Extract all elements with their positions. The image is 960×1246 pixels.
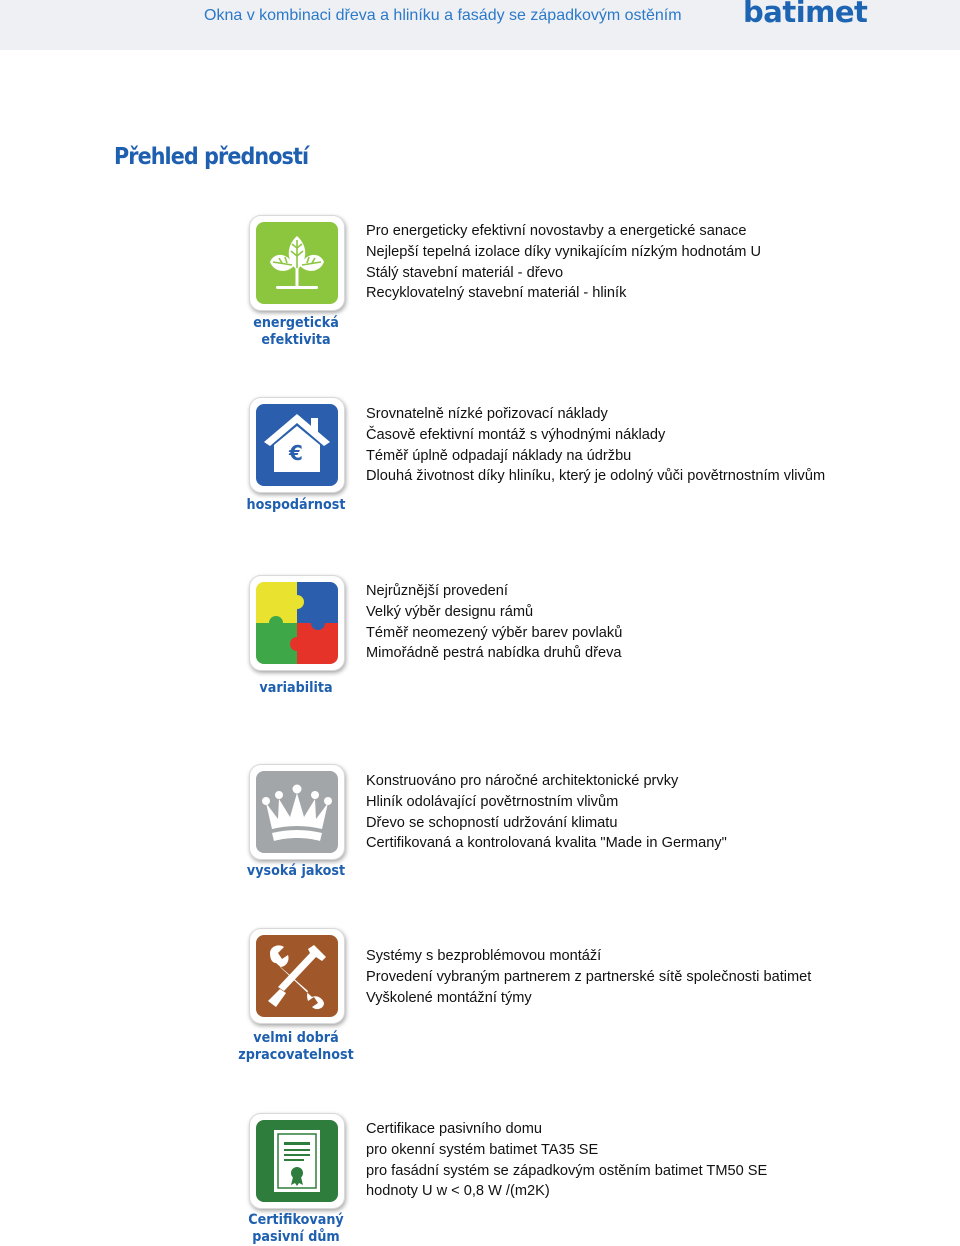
house-euro-icon [249, 397, 345, 493]
feature-bullets [366, 771, 727, 854]
feature-bullets [366, 404, 825, 487]
bullet-item: Dlouhá životnost díky hliníku, který je odolný vůči povětrnostním vlivům [366, 468, 826, 485]
feature-bullets [366, 946, 811, 1008]
bullet-item: Srovnatelně nízké pořizovací náklady [366, 406, 608, 422]
feature-label [208, 863, 384, 880]
feature-label [208, 680, 384, 697]
crown-icon [249, 764, 345, 860]
bullet-item: Téměř neomezený výběr barev povlaků [366, 624, 623, 641]
leaf-icon [249, 215, 345, 311]
page-title: Přehled předností [114, 144, 309, 170]
bullet-item: pro okenní systém batimet TA35 SE [366, 1141, 599, 1158]
header-bar [0, 0, 960, 50]
bullet-item: Mimořádně pestrá nabídka druhů dřeva [366, 645, 622, 662]
feature-label-line: pasivní dům [252, 1229, 340, 1245]
feature-label-line: energetická [253, 315, 339, 331]
feature-bullets [366, 1119, 767, 1202]
bullet-item: Pro energeticky efektivní novostavby a energetické sanace [366, 223, 747, 239]
puzzle-icon [249, 575, 345, 671]
bullet-item: Recyklovatelný stavební materiál - hliník [366, 285, 627, 302]
bullet-item: Konstruováno pro náročné architektonické prvky [366, 773, 679, 789]
header-title: Okna v kombinaci dřeva a hliníku a fasády se západkovým ostěním [204, 7, 682, 24]
bullet-item: Časově efektivní montáž s výhodnými náklady [366, 426, 666, 443]
bullet-item: Certifikace pasivního domu [366, 1121, 543, 1137]
brand-logo: batimet [743, 0, 868, 29]
feature-label-line: velmi dobrá [253, 1030, 339, 1046]
feature-label-line: hospodárnost [246, 497, 346, 513]
bullet-item: Stálý stavební materiál - dřevo [366, 264, 564, 281]
bullet-item: Provedení vybraným partnerem z partnerské sítě společnosti batimet [366, 968, 812, 985]
feature-bullets [366, 221, 761, 304]
feature-label-line: Certifikovaný [248, 1212, 344, 1228]
svg-text:€: € [289, 441, 303, 465]
feature-label-line: variabilita [259, 680, 333, 696]
bullet-item: Certifikovaná a kontrolovaná kvalita "Made in Germany" [366, 835, 727, 852]
bullet-item: Velký výběr designu rámů [366, 603, 534, 620]
bullet-item: pro fasádní systém se západkovým ostěním batimet TM50 SE [366, 1162, 768, 1179]
bullet-item: Dřevo se schopností udržování klimatu [366, 814, 618, 831]
feature-label-line: zpracovatelnost [238, 1047, 354, 1063]
feature-label-line: vysoká jakost [246, 863, 346, 879]
feature-label [208, 1212, 384, 1246]
bullet-item: Nejlepší tepelná izolace díky vynikajícím nízkým hodnotám U [366, 243, 762, 260]
tools-icon [249, 928, 345, 1024]
feature-label [208, 497, 384, 514]
feature-label [208, 1030, 384, 1064]
bullet-item: Systémy s bezproblémovou montáží [366, 948, 602, 964]
feature-label [208, 315, 384, 349]
feature-bullets [366, 581, 622, 664]
feature-label-line: efektivita [261, 332, 331, 348]
certificate-icon [249, 1113, 345, 1209]
bullet-item: Téměř úplně odpadají náklady na údržbu [366, 447, 632, 464]
bullet-item: Vyškolené montážní týmy [366, 989, 532, 1006]
bullet-item: hodnoty U w < 0,8 W /(m2K) [366, 1183, 550, 1200]
bullet-item: Hliník odolávající povětrnostním vlivům [366, 793, 619, 810]
bullet-item: Nejrůznější provedení [366, 583, 508, 599]
